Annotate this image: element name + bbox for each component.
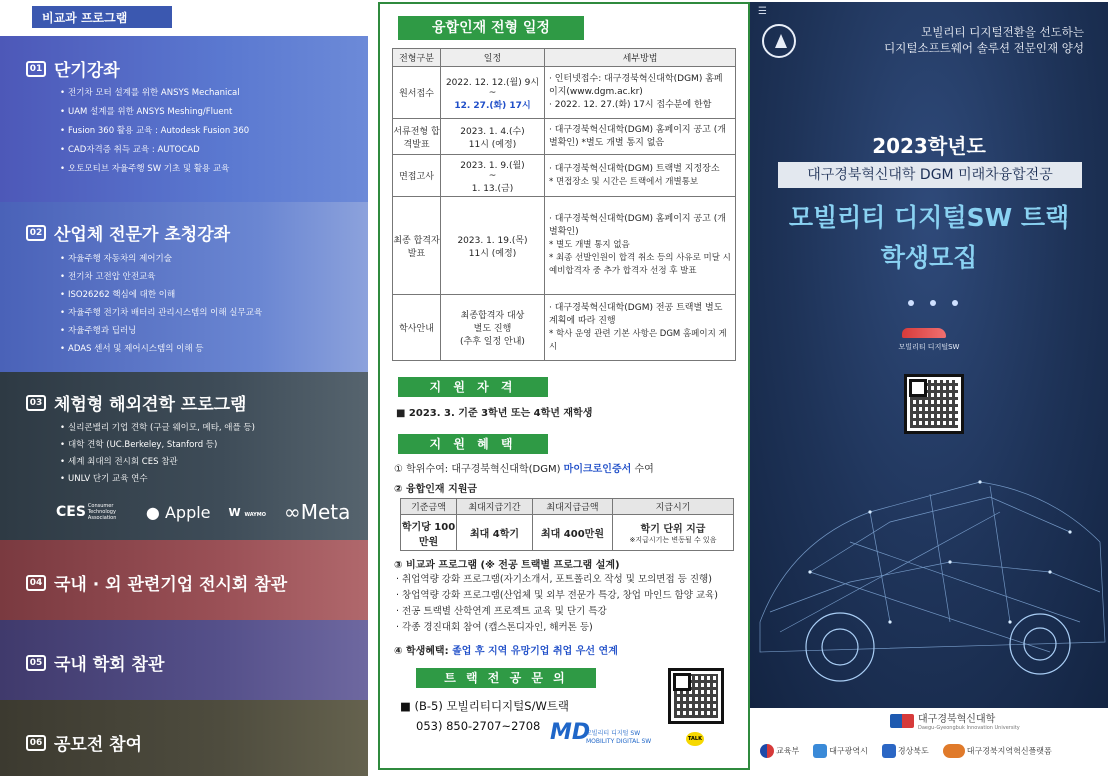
list-item: • CAD자격증 취득 교육 : AUTOCAD — [60, 141, 249, 160]
section-06 — [0, 700, 368, 776]
benefit-grant-heading: ② 융합인재 지원금 — [394, 484, 478, 495]
cover-footer — [750, 708, 1113, 776]
meta-logo: ∞Meta — [284, 500, 351, 524]
detail-cell: · 대구경북혁신대학(DGM) 홈페이지 공고 (개별확인) * 별도 개별 통지 없음 * 최종 선발인원이 합격 취소 등의 사유로 미달 시 예비합격자 중 추가 합격자 선정 후 발표 — [545, 197, 736, 295]
list-item: • 세계 최대의 전시회 CES 참관 — [60, 454, 255, 471]
section-05-number: 05 — [26, 655, 46, 671]
car-logo-icon — [902, 328, 946, 338]
stage-cell: 학사안내 — [393, 295, 441, 361]
partner-moe: 교육부 — [760, 744, 799, 758]
university-seal-icon — [762, 24, 796, 58]
section-05 — [0, 620, 368, 700]
schedule-table — [392, 48, 736, 361]
section-06-heading: 공모전 참여 — [54, 735, 143, 755]
rip-icon — [943, 744, 965, 758]
contact-track: ■ (B-5) 모빌리티디지털S/W트랙 — [400, 699, 570, 713]
kakao-talk-icon[interactable]: TALK — [686, 732, 704, 746]
table-row — [393, 295, 736, 361]
list-item: • ADAS 센서 및 제어시스템의 이해 등 — [60, 340, 262, 358]
detail-cell: · 대구경북혁신대학(DGM) 홈페이지 공고 (개별확인) *별도 개별 통지 없음 — [545, 119, 736, 155]
section-06-number: 06 — [26, 735, 46, 751]
cover-year: 2023학년도 — [872, 134, 986, 158]
wireframe-car-illustration — [750, 422, 1108, 702]
benefit-title: 지 원 혜 택 — [398, 434, 548, 454]
section-04-number: 04 — [26, 575, 46, 591]
section-03-list — [60, 420, 255, 488]
qr-code-icon[interactable] — [668, 668, 724, 724]
grant-table — [400, 498, 734, 551]
qualification-text: ■ 2023. 3. 기준 3학년 또는 4학년 재학생 — [396, 408, 593, 419]
partner-daegu: 대구광역시 — [813, 744, 868, 758]
detail-cell: · 인터넷접수: 대구경북혁신대학(DGM) 홈페이지(www.dgm.ac.kr) · 2022. 12. 27.(화) 17시 접수분에 한함 — [545, 67, 736, 119]
table-row — [393, 155, 736, 197]
partner-logos — [56, 500, 350, 524]
stage-cell: 서류전형 합격발표 — [393, 119, 441, 155]
section-02-title — [26, 220, 230, 245]
date-cell: 2022. 12. 12.(월) 9시 ~ 12. 27.(화) 17시 — [441, 67, 545, 119]
section-03 — [0, 372, 368, 540]
section-01-number: 01 — [26, 61, 46, 77]
section-02-list — [60, 250, 262, 358]
middle-panel — [378, 2, 750, 770]
program-tab-label: 비교과 프로그램 — [32, 6, 172, 28]
track-logo: MD 모빌리티 디지털 SW MOBILITY DIGITAL SW — [550, 720, 652, 745]
benefit-program-list — [396, 572, 718, 636]
partner-rip: 대구경북지역혁신플랫폼 — [943, 744, 1052, 758]
apple-logo: ● Apple — [145, 502, 211, 522]
decorative-dots — [908, 300, 958, 306]
grant-cell: 학기당 100만원 — [401, 515, 457, 551]
university-logo: 대구경북혁신대학 Daegu-Gyeongbuk Innovation University — [890, 710, 1020, 731]
partner-list — [760, 744, 1052, 758]
list-item: • UNLV 단기 교육 연수 — [60, 471, 255, 488]
table-header: 전형구분 — [393, 49, 441, 67]
table-row — [393, 67, 736, 119]
contact-info — [400, 696, 569, 736]
date-cell: 최종합격자 대상 별도 진행 (추후 일정 안내) — [441, 295, 545, 361]
list-item: • UAM 설계를 위한 ANSYS Meshing/Fluent — [60, 103, 249, 122]
list-item: · 각종 경진대회 참여 (캡스톤디자인, 해커톤 등) — [396, 622, 593, 633]
list-item: · 전공 트랙별 산학연계 프로젝트 교육 및 단기 특강 — [396, 606, 607, 617]
date-cell: 2023. 1. 19.(목) 11시 (예정) — [441, 197, 545, 295]
cover-title: 모빌리티 디지털SW 트랙 학생모집 — [788, 203, 1070, 272]
table-row — [393, 197, 736, 295]
section-03-heading: 체험형 해외견학 프로그램 — [54, 395, 247, 415]
section-04-title — [26, 570, 287, 595]
list-item: • 오토모티브 자율주행 SW 기초 및 활용 교육 — [60, 160, 249, 179]
moe-icon — [760, 744, 774, 758]
left-panel — [0, 0, 368, 776]
stage-cell: 최종 합격자 발표 — [393, 197, 441, 295]
table-header: 최대지급금액 — [533, 499, 613, 515]
contact-phone: 053) 850-2707~2708 — [416, 719, 541, 733]
section-01 — [0, 36, 368, 202]
table-header: 세부방법 — [545, 49, 736, 67]
section-05-heading: 국내 학회 참관 — [54, 655, 165, 675]
table-row — [393, 119, 736, 155]
contact-title: 트 랙 전 공 문 의 — [416, 668, 596, 688]
schedule-title: 융합인재 전형 일정 — [398, 16, 584, 40]
list-item: • 전기차 모터 설계를 위한 ANSYS Mechanical — [60, 84, 249, 103]
section-03-number: 03 — [26, 395, 46, 411]
section-04-heading: 국내 · 외 관련기업 전시회 참관 — [54, 575, 288, 595]
table-header: 최대지급기간 — [457, 499, 533, 515]
table-row — [401, 515, 734, 551]
benefit-degree: ① 학위수여: 대구경북혁신대학(DGM) 마이크로인증서 수여 — [394, 464, 654, 475]
date-cell: 2023. 1. 4.(수) 11시 (예정) — [441, 119, 545, 155]
detail-cell: · 대구경북혁신대학(DGM) 전공 트랙별 별도 계획에 따라 진행 * 학사 운영 관련 기본 사항은 DGM 홈페이지 게시 — [545, 295, 736, 361]
grant-cell: 최대 400만원 — [533, 515, 613, 551]
menu-icon: ☰ — [758, 6, 767, 17]
stage-cell: 면접고사 — [393, 155, 441, 197]
section-02 — [0, 202, 368, 372]
table-header: 기준금액 — [401, 499, 457, 515]
date-cell: 2023. 1. 9.(월) ~ 1. 13.(금) — [441, 155, 545, 197]
cover-university-band: 대구경북혁신대학 DGM 미래차융합전공 — [778, 162, 1082, 188]
list-item: · 창업역량 강화 프로그램(산업체 및 외부 전문가 특강, 창업 마인드 함양 교육) — [396, 590, 718, 601]
list-item: • 대학 견학 (UC.Berkeley, Stanford 등) — [60, 437, 255, 454]
section-04 — [0, 540, 368, 620]
section-06-title — [26, 730, 142, 755]
section-03-title — [26, 390, 246, 415]
partner-gyeongbuk: 경상북도 — [882, 744, 929, 758]
list-item: • ISO26262 핵심에 대한 이해 — [60, 286, 262, 304]
ces-logo: CES Consumer Technology Association — [56, 503, 117, 521]
cover-slogan: 모빌리티 디지털전환을 선도하는 디지털소프트웨어 솔루션 전문인재 양성 — [884, 25, 1084, 55]
benefit-program-heading: ③ 비교과 프로그램 (※ 전공 트랙별 프로그램 설계) — [394, 560, 620, 571]
qualification-title: 지 원 자 격 — [398, 377, 548, 397]
list-item: • 자율주행과 딥러닝 — [60, 322, 262, 340]
list-item: • 자율주행 자동차의 제어기술 — [60, 250, 262, 268]
list-item: · 취업역량 강화 프로그램(자기소개서, 포트폴리오 작성 및 모의면접 등 진행) — [396, 574, 712, 585]
cover-panel — [750, 2, 1108, 708]
section-01-title — [26, 56, 120, 81]
waymo-logo: W WAYMO — [228, 505, 267, 519]
dgm-logo-icon — [890, 714, 914, 728]
section-01-list — [60, 84, 249, 179]
gyeongbuk-icon — [882, 744, 896, 758]
stage-cell: 원서접수 — [393, 67, 441, 119]
list-item: • 전기차 고전압 안전교육 — [60, 268, 262, 286]
cover-track-caption: 모빌리티 디지털SW — [898, 343, 960, 351]
list-item: • 실리콘밸리 기업 견학 (구글 웨이모, 메타, 애플 등) — [60, 420, 255, 437]
grant-cell: 학기 단위 지급 ※지급시기는 변동될 수 있음 — [613, 515, 734, 551]
list-item: • 자율주행 전기차 배터리 관리시스템의 이해 실무교육 — [60, 304, 262, 322]
daegu-icon — [813, 744, 827, 758]
benefit-student: ④ 학생혜택: 졸업 후 지역 유망기업 취업 우선 연계 — [394, 646, 618, 657]
section-01-heading: 단기강좌 — [54, 61, 120, 81]
section-02-number: 02 — [26, 225, 46, 241]
section-02-heading: 산업체 전문가 초청강좌 — [54, 225, 231, 245]
table-header: 지급시기 — [613, 499, 734, 515]
grant-cell: 최대 4학기 — [457, 515, 533, 551]
detail-cell: · 대구경북혁신대학(DGM) 트랙별 지정장소 * 면접장소 및 시간은 트랙에서 개별통보 — [545, 155, 736, 197]
section-05-title — [26, 650, 164, 675]
list-item: • Fusion 360 활용 교육 : Autodesk Fusion 360 — [60, 122, 249, 141]
table-header: 일정 — [441, 49, 545, 67]
